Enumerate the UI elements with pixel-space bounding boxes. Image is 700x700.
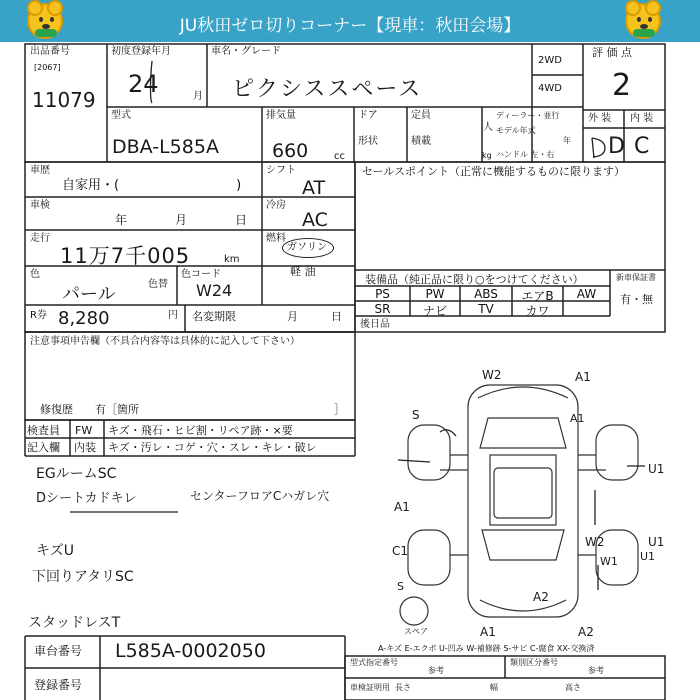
color-code-label: 色コード	[181, 269, 221, 280]
rename-month: 月	[287, 310, 298, 323]
capacity-unit: 人	[483, 122, 493, 133]
reg-number-label: 登録番号	[34, 678, 83, 692]
interior-label: 内装	[74, 441, 96, 454]
mark: U1	[648, 462, 665, 476]
equip-pw: PW	[425, 287, 445, 301]
fuel-gasoline: ガソリン	[287, 242, 327, 253]
interior-items: キズ・汚レ・コゲ・穴・スレ・キレ・破レ	[108, 441, 317, 454]
damage-legend: A-キズ E-エクボ U-凹み W-補修跡 S-サビ C-腐食 XX-交換済	[378, 644, 595, 653]
car-name-value: ピクシススペース	[232, 77, 423, 102]
mileage-unit: km	[224, 254, 240, 265]
mark: W2	[585, 535, 605, 549]
int-grade: C	[634, 134, 650, 159]
handle-label: ハンドル 左・右	[496, 150, 555, 159]
equip-sr: SR	[374, 302, 391, 316]
note-studless: スタッドレスT	[28, 615, 121, 631]
lot-sub: [2067]	[34, 63, 61, 72]
color-code-value: W24	[196, 281, 233, 300]
warranty-label: 新車保証書	[616, 273, 656, 282]
mark: U1	[640, 550, 656, 563]
color-label: 色	[30, 269, 40, 280]
model-year-label: モデル年式	[496, 126, 536, 135]
after-items-label: 後日品	[360, 319, 390, 330]
rename-label: 名変期限	[192, 310, 236, 323]
mark: A1	[575, 370, 591, 384]
ext-grade: D	[608, 134, 625, 159]
car-diagram	[400, 385, 638, 625]
inspection-month: 月	[175, 213, 188, 227]
mark: S	[397, 580, 404, 593]
displacement-unit: cc	[334, 151, 345, 162]
mark: A2	[578, 625, 594, 639]
model-year-unit: 年	[563, 136, 571, 145]
fuel-diesel: 軽 油	[290, 265, 316, 278]
equip-abs: ABS	[474, 287, 498, 301]
capacity-label: 定員	[411, 110, 431, 121]
recycle-value: 8,280	[58, 308, 110, 329]
drive-4wd: 4WD	[538, 83, 562, 94]
cert-height: 高さ	[565, 683, 581, 692]
equip-tv: TV	[478, 302, 494, 316]
car-name-label: 車名・グレード	[211, 46, 281, 57]
mileage-value: 11万7千005	[60, 244, 191, 268]
mark: S	[412, 408, 420, 422]
fw-items: キズ・飛石・ヒビ割・リペア跡・×要	[108, 424, 293, 437]
shift-value: AT	[302, 177, 326, 199]
color-value: パール	[62, 284, 116, 305]
note-eg-room: EGルームSC	[36, 466, 117, 482]
mark: W1	[600, 555, 618, 568]
equip-leather: カワ	[525, 304, 550, 318]
fuel-label: 燃料	[266, 233, 286, 244]
mark: A1	[394, 500, 410, 514]
equipment-label: 装備品（純正品に限り○をつけてください）	[365, 273, 584, 286]
inspection-year: 年	[115, 213, 128, 227]
fw-label: FW	[75, 424, 93, 437]
ref-label-1: 参考	[428, 666, 444, 675]
grade-score: 2	[612, 68, 632, 103]
equip-aw: AW	[576, 287, 597, 301]
mileage-label: 走行	[30, 233, 50, 244]
note-underbody: 下回りアタリSC	[32, 569, 134, 585]
model-label: 型式	[111, 110, 131, 121]
lot-number: 11079	[32, 88, 96, 112]
load-label: 積載	[411, 136, 431, 147]
history-label: 車歴	[30, 165, 50, 176]
mark: A1	[480, 625, 496, 639]
cert-label: 車検証明用	[350, 683, 390, 692]
mark: W2	[482, 368, 502, 382]
aircon-label: 冷房	[266, 200, 286, 211]
note-center-floor: センターフロアCハガレ穴	[190, 489, 330, 503]
repair-history: 修復歴 有［箇所	[40, 403, 139, 416]
note-scratch: キズU	[36, 543, 74, 559]
aircon-value: AC	[302, 209, 328, 231]
lot-label: 出品番号	[30, 46, 70, 57]
recycle-unit: 円	[168, 310, 178, 321]
entry-label: 記入欄	[27, 441, 60, 454]
rename-day: 日	[331, 310, 342, 323]
ext-label: 外 装	[588, 113, 612, 124]
inspection-label: 車検	[30, 200, 50, 211]
cert-width: 幅	[490, 683, 498, 692]
type-designation-label: 型式指定番号	[350, 658, 398, 667]
equip-navi: ナビ	[422, 304, 447, 318]
cert-length: 長さ	[395, 683, 411, 692]
chassis-value: L585A-0002050	[115, 640, 266, 662]
model-value: DBA-L585A	[112, 136, 219, 158]
history-value: 自家用・( )	[62, 178, 242, 193]
type-class-label: 類別区分番号	[510, 658, 558, 667]
ref-label-2: 参考	[588, 666, 604, 675]
displacement-label: 排気量	[266, 110, 296, 121]
chassis-label: 車台番号	[34, 644, 83, 658]
shape-label: 形状	[358, 136, 378, 147]
warranty-value: 有・無	[620, 293, 653, 306]
repair-history-close: ］	[334, 403, 345, 416]
load-unit: kg	[482, 151, 492, 160]
notes-label: 注意事項申告欄（不具合内容等は具体的に記入して下さい）	[30, 336, 300, 347]
spare-tire-label: スペア	[404, 627, 428, 636]
drive-2wd: 2WD	[538, 55, 562, 66]
page-title: JU秋田ゼロ切りコーナー【現車：秋田会場】	[179, 16, 521, 36]
registration-year: 24	[128, 70, 159, 98]
mark: A1	[570, 412, 585, 425]
equip-airbag: エアB	[521, 289, 554, 303]
shift-label: シフト	[266, 165, 296, 176]
grade-label: 評 価 点	[592, 46, 632, 59]
door-label: ドア	[358, 110, 378, 121]
inspection-day: 日	[235, 213, 248, 227]
registration-label: 初度登録年月	[111, 46, 171, 57]
int-label: 内 装	[630, 113, 654, 124]
recycle-label: R券	[30, 310, 47, 321]
dealer-label: ディーラー・並行	[496, 111, 560, 120]
registration-month-unit: 月	[193, 91, 203, 102]
note-seat: Dシートカドキレ	[36, 491, 137, 506]
equip-ps: PS	[375, 287, 390, 301]
color-change-label: 色替	[148, 279, 168, 290]
mark: A2	[533, 590, 549, 604]
displacement-value: 660	[272, 140, 309, 162]
mark: U1	[648, 535, 665, 549]
inspector-label: 検査員	[27, 424, 60, 437]
mark: C1	[392, 544, 409, 558]
sales-point-label: セールスポイント（正常に機能するものに限ります）	[362, 165, 626, 178]
